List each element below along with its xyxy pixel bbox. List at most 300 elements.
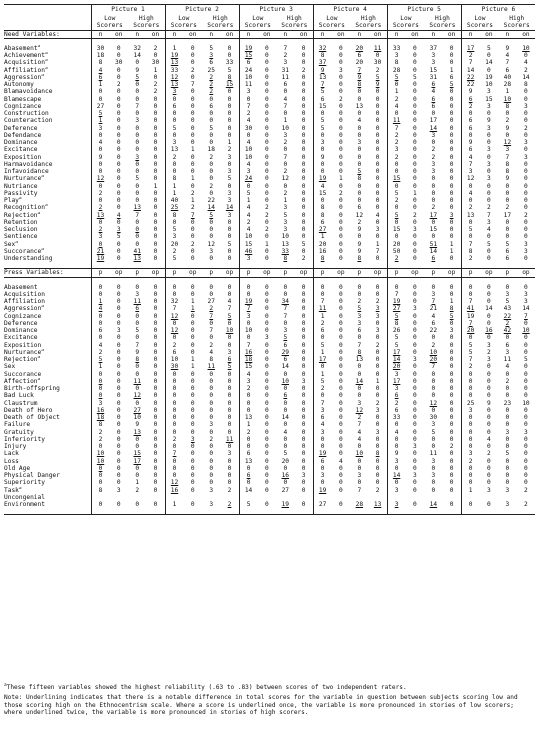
spacer <box>517 508 536 515</box>
score-cell: 0 <box>239 436 258 443</box>
score-cell: 0 <box>413 341 417 349</box>
score-cell: 0 <box>375 414 380 421</box>
score-cell: 0 <box>116 283 121 291</box>
score-cell: 6 <box>387 392 406 399</box>
score-cell: 0 <box>338 226 343 233</box>
score-cell: 10 <box>355 450 364 458</box>
score-cell: 3 <box>375 428 380 436</box>
score-cell: 0 <box>387 284 406 291</box>
score-cell: 9 <box>135 66 140 74</box>
score-cell: 0 <box>301 146 306 154</box>
header-blank <box>4 5 91 16</box>
score-cell: 0 <box>338 363 343 371</box>
score-cell: 10 <box>239 233 258 240</box>
score-cell: 10 <box>165 356 184 363</box>
score-cell: 0 <box>227 370 232 378</box>
score-cell: 0 <box>375 146 380 154</box>
table-row <box>4 458 535 465</box>
score-cell: 0 <box>413 334 417 342</box>
score-cell: 0 <box>116 319 121 327</box>
column-subhead: op <box>406 269 425 277</box>
variable-name-cont: Environment <box>4 501 45 508</box>
score-cell: 0 <box>387 204 406 211</box>
score-cell: 0 <box>487 52 491 59</box>
variable-label <box>4 125 91 132</box>
score-cell: 0 <box>413 247 417 255</box>
score-cell: 0 <box>375 290 380 298</box>
score-cell: 0 <box>338 168 343 175</box>
score-cell: 0 <box>431 175 436 183</box>
score-cell: 3 <box>413 356 417 363</box>
score-cell: 0 <box>264 370 269 378</box>
score-cell: 22 <box>503 312 512 320</box>
score-cell: 31 <box>429 73 438 81</box>
score-cell: 0 <box>375 421 380 429</box>
reliability-mark: a <box>44 204 48 209</box>
spacer <box>498 508 517 515</box>
score-cell: 0 <box>153 160 158 168</box>
score-cell: 3 <box>387 487 406 494</box>
variable-label <box>4 219 91 226</box>
score-cell: 2 <box>387 139 406 146</box>
score-cell: 3 <box>505 290 510 298</box>
score-cell: 33 <box>281 247 290 255</box>
score-cell: 0 <box>135 197 140 204</box>
score-cell: 0 <box>375 204 380 212</box>
score-cell: 0 <box>413 131 417 139</box>
score-cell: 0 <box>264 95 269 103</box>
score-cell: 14 <box>281 414 290 421</box>
score-cell: 6 <box>91 74 110 81</box>
score-cell: 3 <box>91 125 110 132</box>
score-cell: 0 <box>301 131 306 139</box>
score-cell: 32 <box>133 44 141 52</box>
score-cell: 6 <box>283 356 288 363</box>
score-cell: 0 <box>135 334 140 342</box>
score-cell: 8 <box>91 421 110 428</box>
table-row <box>4 197 535 204</box>
score-cell: 0 <box>190 168 195 175</box>
score-cell: 0 <box>487 247 491 255</box>
score-cell: 0 <box>431 182 436 190</box>
score-cell: 0 <box>338 204 343 212</box>
score-cell: 0 <box>413 399 417 407</box>
score-cell: 0 <box>375 102 380 110</box>
score-cell: 5 <box>461 342 480 349</box>
score-cell: 0 <box>209 175 214 183</box>
score-cell: 0 <box>190 385 195 392</box>
variable-label <box>4 450 91 457</box>
score-cell: 0 <box>461 392 480 399</box>
score-cell: 5 <box>487 240 491 248</box>
score-cell: 0 <box>301 464 306 472</box>
score-cell: 14 <box>133 52 141 59</box>
score-cell: 7 <box>135 102 140 110</box>
score-cell: 0 <box>313 363 332 370</box>
spacer <box>313 508 332 515</box>
score-cell: 0 <box>375 131 380 139</box>
spacer <box>258 508 277 515</box>
score-cell: 0 <box>413 44 417 52</box>
score-cell: 33 <box>387 45 406 52</box>
score-cell: 0 <box>461 421 480 428</box>
score-cell: 0 <box>338 240 343 248</box>
score-cell: 0 <box>264 377 269 385</box>
spacer <box>332 508 351 515</box>
score-cell: 0 <box>227 88 232 96</box>
score-cell: 0 <box>449 110 454 117</box>
table-row <box>4 349 535 356</box>
score-cell: 0 <box>413 363 417 371</box>
score-cell: 0 <box>283 182 288 190</box>
variable-label <box>4 117 91 124</box>
score-cell: 0 <box>116 457 121 465</box>
score-cell: 0 <box>431 283 436 291</box>
score-cell: 0 <box>461 219 480 226</box>
low-group-label: Low <box>91 15 128 22</box>
score-cell: 0 <box>449 421 454 429</box>
score-cell: 0 <box>116 341 121 349</box>
variable-label <box>4 139 91 146</box>
table-row <box>4 400 535 407</box>
score-cell: 0 <box>190 139 195 146</box>
score-cell: 0 <box>116 428 121 436</box>
score-cell: 12 <box>165 327 184 334</box>
reliability-mark: a <box>41 305 44 310</box>
score-cell: 0 <box>264 363 269 371</box>
score-cell: 22 <box>461 81 480 88</box>
variable-name: Succorance <box>4 370 42 378</box>
score-cell: 0 <box>153 175 158 183</box>
score-cell: 0 <box>209 472 214 479</box>
score-cell: 7 <box>387 291 406 298</box>
score-cell: 0 <box>135 139 140 146</box>
table-row <box>4 219 535 226</box>
score-cell: 0 <box>431 479 436 487</box>
score-cell: 0 <box>461 233 480 240</box>
score-cell: 0 <box>449 117 454 125</box>
score-cell: 2 <box>283 52 288 59</box>
column-subhead: n <box>461 30 480 38</box>
score-cell: 0 <box>264 189 269 197</box>
score-cell: 0 <box>153 486 158 494</box>
variable-name: Abasement <box>4 44 38 52</box>
score-cell: 0 <box>153 52 158 59</box>
score-cell: 4 <box>91 67 110 74</box>
score-cell: 0 <box>524 464 528 472</box>
score-cell: 6 <box>239 450 258 457</box>
score-cell: 0 <box>116 290 121 298</box>
score-cell: 0 <box>461 465 480 472</box>
variable-name: Death of Hero <box>4 406 53 414</box>
score-cell: 0 <box>505 414 510 421</box>
score-cell: 5 <box>91 356 110 363</box>
score-cell: 3 <box>487 88 491 96</box>
score-cell: 0 <box>301 197 306 204</box>
score-cell: 0 <box>135 363 140 371</box>
score-cell: 0 <box>190 501 195 508</box>
score-cell: 10 <box>281 233 290 241</box>
score-cell: 0 <box>116 139 121 146</box>
score-cell: 0 <box>301 139 306 146</box>
table-row <box>4 407 535 414</box>
score-cell: 0 <box>357 160 362 168</box>
variable-label <box>4 45 91 52</box>
score-cell: 0 <box>227 218 232 226</box>
score-cell: 10 <box>239 146 258 153</box>
score-cell: 0 <box>301 392 306 400</box>
score-cell: 0 <box>357 189 362 197</box>
score-cell: 0 <box>505 464 510 472</box>
table-row <box>4 465 535 472</box>
score-cell: 0 <box>153 377 158 385</box>
table-row <box>4 161 535 168</box>
score-cell: 0 <box>209 414 214 421</box>
score-cell: 0 <box>387 110 406 117</box>
score-cell: 3 <box>357 139 362 146</box>
score-cell: 0 <box>165 429 184 436</box>
score-cell: 0 <box>227 283 232 291</box>
score-cell: 1 <box>165 494 184 509</box>
score-cell: 3 <box>387 458 406 465</box>
score-cell: 0 <box>190 486 195 494</box>
score-cell: 15 <box>225 81 234 88</box>
score-cell: 0 <box>338 327 343 334</box>
score-cell: 0 <box>301 486 306 494</box>
score-cell: 2 <box>461 204 480 211</box>
score-cell: 12 <box>461 175 480 182</box>
score-cell: 2 <box>431 204 436 212</box>
score-cell: 0 <box>461 414 480 421</box>
score-cell: 0 <box>357 182 362 190</box>
score-cell: 10 <box>239 327 258 334</box>
score-cell: 13 <box>91 212 110 219</box>
score-cell: 0 <box>165 407 184 414</box>
score-cell: 2 <box>239 219 258 226</box>
score-cell: 0 <box>283 399 288 407</box>
table-row <box>4 117 535 124</box>
score-cell: 0 <box>375 334 380 342</box>
score-cell: 1 <box>313 371 332 378</box>
score-cell: 25 <box>461 400 480 407</box>
score-cell: 6 <box>283 392 288 400</box>
score-cell: 1 <box>190 197 195 204</box>
score-cell: 0 <box>524 406 528 414</box>
score-cell: 0 <box>264 327 269 334</box>
score-cell: 1 <box>283 117 288 125</box>
score-cell: 1 <box>413 189 417 197</box>
score-cell: 0 <box>227 334 232 342</box>
score-cell: 2 <box>209 73 214 81</box>
score-cell: 0 <box>135 312 140 320</box>
score-cell: 0 <box>461 494 480 509</box>
score-cell: 1 <box>190 305 195 313</box>
score-cell: 13 <box>133 255 141 262</box>
score-cell: 0 <box>116 421 121 429</box>
score-cell: 31 <box>281 66 290 74</box>
score-cell: 0 <box>449 341 454 349</box>
score-cell: 0 <box>338 131 343 139</box>
score-cell: 0 <box>301 160 306 168</box>
score-cell: 2 <box>264 226 269 233</box>
score-cell: 2 <box>209 305 214 313</box>
score-cell: 0 <box>487 168 491 175</box>
score-cell: 0 <box>505 370 510 378</box>
score-cell: 0 <box>505 421 510 429</box>
variable-name: Old Age <box>4 464 31 472</box>
score-cell: 0 <box>338 377 343 385</box>
score-cell: 2 <box>91 436 110 443</box>
score-cell: 0 <box>413 153 417 161</box>
score-cell: 15 <box>313 103 332 110</box>
score-cell: 0 <box>413 124 417 132</box>
score-cell: 0 <box>338 182 343 190</box>
score-cell: 0 <box>505 443 510 450</box>
low-group-label: Low <box>387 15 424 22</box>
score-cell: 0 <box>387 161 406 168</box>
score-cell: 30 <box>165 363 184 370</box>
score-cell: 0 <box>264 255 269 262</box>
score-cell: 8 <box>387 320 406 327</box>
score-cell: 0 <box>209 283 214 291</box>
score-cell: 0 <box>357 283 362 291</box>
score-cell: 2 <box>91 226 110 233</box>
score-cell: 0 <box>209 117 214 125</box>
score-cell: 3 <box>313 139 332 146</box>
score-cell: 20 <box>461 327 480 334</box>
score-cell: 0 <box>227 392 232 400</box>
score-cell: 1 <box>283 197 288 204</box>
score-cell: 2 <box>461 52 480 59</box>
score-cell: 27 <box>281 486 290 494</box>
score-cell: 0 <box>505 479 510 487</box>
table-row <box>4 363 535 370</box>
score-cell: 0 <box>301 283 306 291</box>
score-cell: 0 <box>375 175 380 183</box>
score-cell: 0 <box>209 406 214 414</box>
score-cell: 10 <box>239 74 258 81</box>
score-cell: 0 <box>116 131 121 139</box>
score-cell: 0 <box>153 464 158 472</box>
score-cell: 0 <box>135 59 140 67</box>
score-cell: 13 <box>461 212 480 219</box>
score-cell: 0 <box>357 443 362 450</box>
score-cell: 12 <box>281 175 290 183</box>
score-cell: 0 <box>91 96 110 103</box>
score-cell: 0 <box>209 392 214 400</box>
score-cell: 0 <box>264 348 269 356</box>
score-cell: 0 <box>431 392 436 400</box>
score-cell: 0 <box>301 457 306 465</box>
variable-label <box>4 465 91 472</box>
score-cell: 5 <box>387 212 406 219</box>
header-blank <box>4 15 91 22</box>
table-row <box>4 327 535 334</box>
score-cell: 2 <box>505 377 510 385</box>
column-subhead: n <box>350 30 369 38</box>
reliability-mark: a <box>41 73 44 78</box>
score-cell: 3 <box>239 88 258 95</box>
variable-name: Exposition <box>4 153 42 161</box>
score-cell: 0 <box>209 334 214 342</box>
score-cell: 16 <box>165 487 184 494</box>
variable-label <box>4 284 91 291</box>
score-cell: 3 <box>283 204 288 212</box>
score-cell: 6 <box>461 96 480 103</box>
score-cell: 3 <box>431 131 436 139</box>
score-cell: 0 <box>264 283 269 291</box>
score-cell: 0 <box>413 52 417 59</box>
score-cell: 0 <box>387 443 406 450</box>
variable-name: Dominance <box>4 327 38 334</box>
high-scorers-label: Scorers <box>350 22 387 30</box>
score-cell: 0 <box>357 334 362 342</box>
high-scorers-label: Scorers <box>424 22 461 30</box>
score-cell: 22 <box>429 327 438 334</box>
score-cell: 7 <box>461 241 480 248</box>
score-cell: 0 <box>413 168 417 175</box>
score-cell: 0 <box>264 218 269 226</box>
score-cell: 3 <box>313 407 332 414</box>
score-cell: 2 <box>116 81 121 88</box>
spacer <box>202 508 221 515</box>
score-cell: 4 <box>239 371 258 378</box>
score-cell: 0 <box>449 399 454 407</box>
score-cell: 5 <box>209 124 214 132</box>
score-cell: 2 <box>431 341 436 349</box>
score-cell: 17 <box>387 349 406 356</box>
score-cell: 0 <box>227 428 232 436</box>
score-cell: 0 <box>165 110 184 117</box>
score-cell: 0 <box>153 399 158 407</box>
score-cell: 0 <box>413 95 417 103</box>
score-cell: 14 <box>387 356 406 363</box>
score-cell: 3 <box>387 385 406 392</box>
score-cell: 46 <box>239 248 258 255</box>
score-cell: 0 <box>431 197 436 204</box>
score-cell: 2 <box>91 204 110 211</box>
table-row <box>4 385 535 392</box>
score-cell: 4 <box>505 52 510 59</box>
score-cell: 0 <box>375 472 380 479</box>
score-cell: 0 <box>209 290 214 298</box>
score-cell: 1 <box>239 197 258 204</box>
score-cell: 5 <box>91 110 110 117</box>
picture-heading: Picture 4 <box>313 5 387 16</box>
reliability-mark: a <box>15 240 18 245</box>
score-cell: 0 <box>91 161 110 168</box>
score-cell: 2 <box>524 124 528 132</box>
score-cell: 4 <box>357 117 362 125</box>
score-cell: 0 <box>413 110 417 117</box>
score-cell: 0 <box>449 44 454 52</box>
score-cell: 0 <box>357 88 362 96</box>
score-cell: 0 <box>338 117 343 125</box>
score-cell: 0 <box>264 305 269 313</box>
score-cell: 3 <box>375 312 380 320</box>
score-cell: 0 <box>461 436 480 443</box>
score-cell: 24 <box>239 67 258 74</box>
score-cell: 7 <box>431 298 436 305</box>
score-cell: 20 <box>281 457 290 465</box>
score-cell: 0 <box>524 88 528 96</box>
score-cell: 0 <box>264 88 269 96</box>
score-cell: 7 <box>283 153 288 161</box>
score-cell: 4 <box>431 88 436 96</box>
score-cell: 2 <box>313 320 332 327</box>
score-cell: 0 <box>357 479 362 487</box>
score-cell: 0 <box>227 479 232 487</box>
